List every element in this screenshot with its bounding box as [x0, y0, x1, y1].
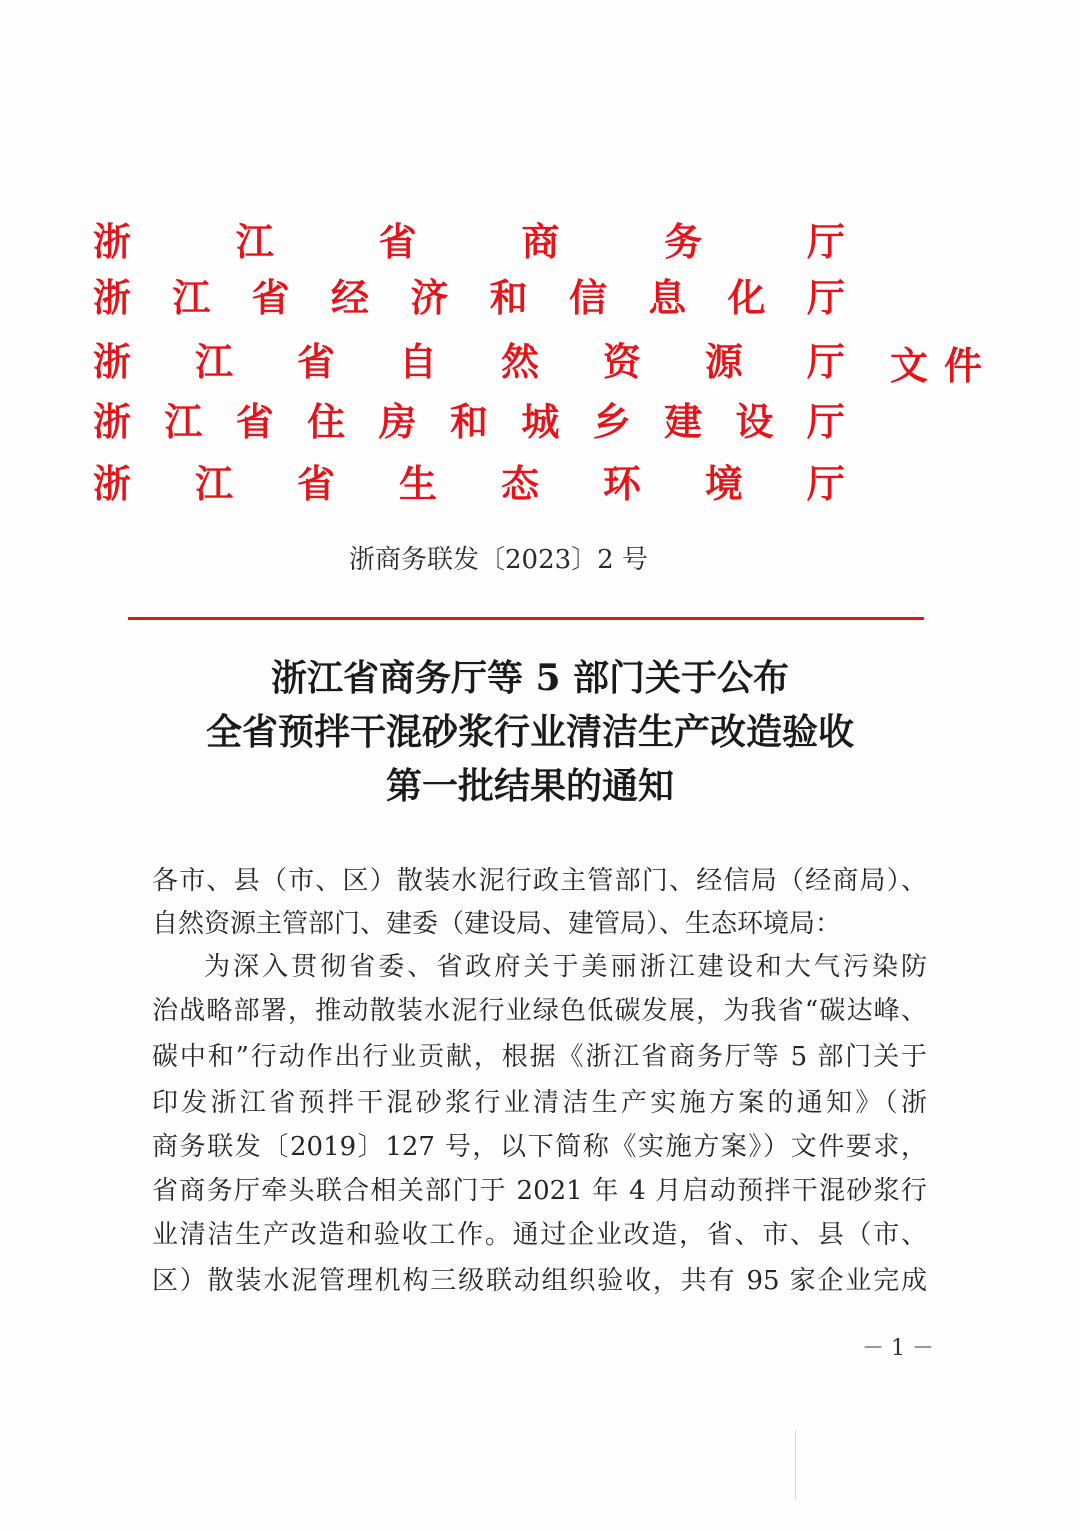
page-number: － 1 －: [862, 1336, 934, 1361]
document-number: 浙商务联发〔2023〕2 号: [349, 545, 648, 575]
agency-name-housing-construction: [93, 396, 845, 448]
addressee-line: 自然资源主管部门、建委（建设局、建管局）、生态环境局：: [152, 909, 842, 939]
agency-name-commerce: [93, 216, 845, 268]
paragraph-line: 区）散装水泥管理机构三级联动组织验收，共有 95 家企业完成: [152, 1266, 927, 1296]
paragraph-line: 省商务厅牵头联合相关部门于 2021 年 4 月启动预拌干混砂浆行: [152, 1176, 927, 1206]
agency-char: 省: [296, 462, 335, 506]
agency-char: 厅: [806, 400, 845, 444]
agency-char: 建: [664, 400, 703, 444]
agency-char: 资: [602, 340, 641, 384]
title-line: 全省预拌干混砂浆行业清洁生产改造验收: [205, 711, 854, 753]
scan-edge-mark: [795, 1430, 796, 1500]
agency-char: 设: [735, 400, 774, 444]
agency-char: 息: [648, 276, 687, 320]
agency-char: 境: [704, 462, 743, 506]
agency-name-economy-it: [93, 272, 845, 324]
agency-char: 江: [194, 340, 233, 384]
agency-char: 然: [500, 340, 539, 384]
agency-char: 厅: [806, 276, 845, 320]
header-red-rule: [128, 617, 924, 620]
agency-char: 省: [235, 400, 274, 444]
agency-char: 江: [194, 462, 233, 506]
agency-char: 房: [378, 400, 417, 444]
paragraph-line: 碳中和”行动作出行业贡献，根据《浙江省商务厅等 5 部门关于: [152, 1042, 927, 1072]
agency-char: 住: [307, 400, 346, 444]
agency-char: 务: [664, 220, 703, 264]
document-type-char: 文: [890, 344, 929, 388]
agency-char: 省: [296, 340, 335, 384]
agency-char: 厅: [806, 340, 845, 384]
agency-char: 态: [500, 462, 539, 506]
agency-char: 化: [727, 276, 766, 320]
agency-char: 浙: [93, 220, 132, 264]
agency-char: 经: [330, 276, 369, 320]
agency-char: 厅: [806, 462, 845, 506]
agency-char: 江: [172, 276, 211, 320]
agency-char: 自: [398, 340, 437, 384]
agency-char: 省: [251, 276, 290, 320]
paragraph-line: 商务联发〔2019〕127 号，以下简称《实施方案》）文件要求，: [152, 1132, 927, 1162]
agency-char: 厅: [806, 220, 845, 264]
paragraph-line: 治战略部署，推动散装水泥行业绿色低碳发展，为我省“碳达峰、: [152, 996, 927, 1026]
paragraph-line: 印发浙江省预拌干混砂浆行业清洁生产实施方案的通知》（浙: [152, 1088, 927, 1118]
agency-char: 生: [398, 462, 437, 506]
agency-name-natural-resources: [93, 336, 845, 388]
title-line: 浙江省商务厅等 5 部门关于公布: [270, 657, 790, 699]
title-line: 第一批结果的通知: [385, 765, 674, 807]
agency-char: 信: [568, 276, 607, 320]
agency-char: 浙: [93, 276, 132, 320]
agency-char: 源: [704, 340, 743, 384]
agency-char: 浙: [93, 340, 132, 384]
agency-char: 环: [602, 462, 641, 506]
agency-char: 省: [378, 220, 417, 264]
agency-char: 浙: [93, 400, 132, 444]
addressee-line: 各市、县（市、区）散装水泥行政主管部门、经信局（经商局）、: [152, 866, 927, 896]
agency-char: 江: [235, 220, 274, 264]
agency-char: 商: [521, 220, 560, 264]
agency-char: 乡: [592, 400, 631, 444]
paragraph-line: 业清洁生产改造和验收工作。通过企业改造，省、市、县（市、: [152, 1220, 927, 1250]
agency-char: 济: [410, 276, 449, 320]
agency-char: 和: [489, 276, 528, 320]
agency-char: 浙: [93, 462, 132, 506]
document-type-label: [890, 340, 982, 392]
agency-name-ecology-environment: [93, 458, 845, 510]
agency-char: 江: [164, 400, 203, 444]
agency-char: 和: [449, 400, 488, 444]
paragraph-line: 为深入贯彻省委、省政府关于美丽浙江建设和大气污染防: [204, 952, 927, 982]
agency-char: 城: [521, 400, 560, 444]
document-type-char: 件: [943, 344, 982, 388]
